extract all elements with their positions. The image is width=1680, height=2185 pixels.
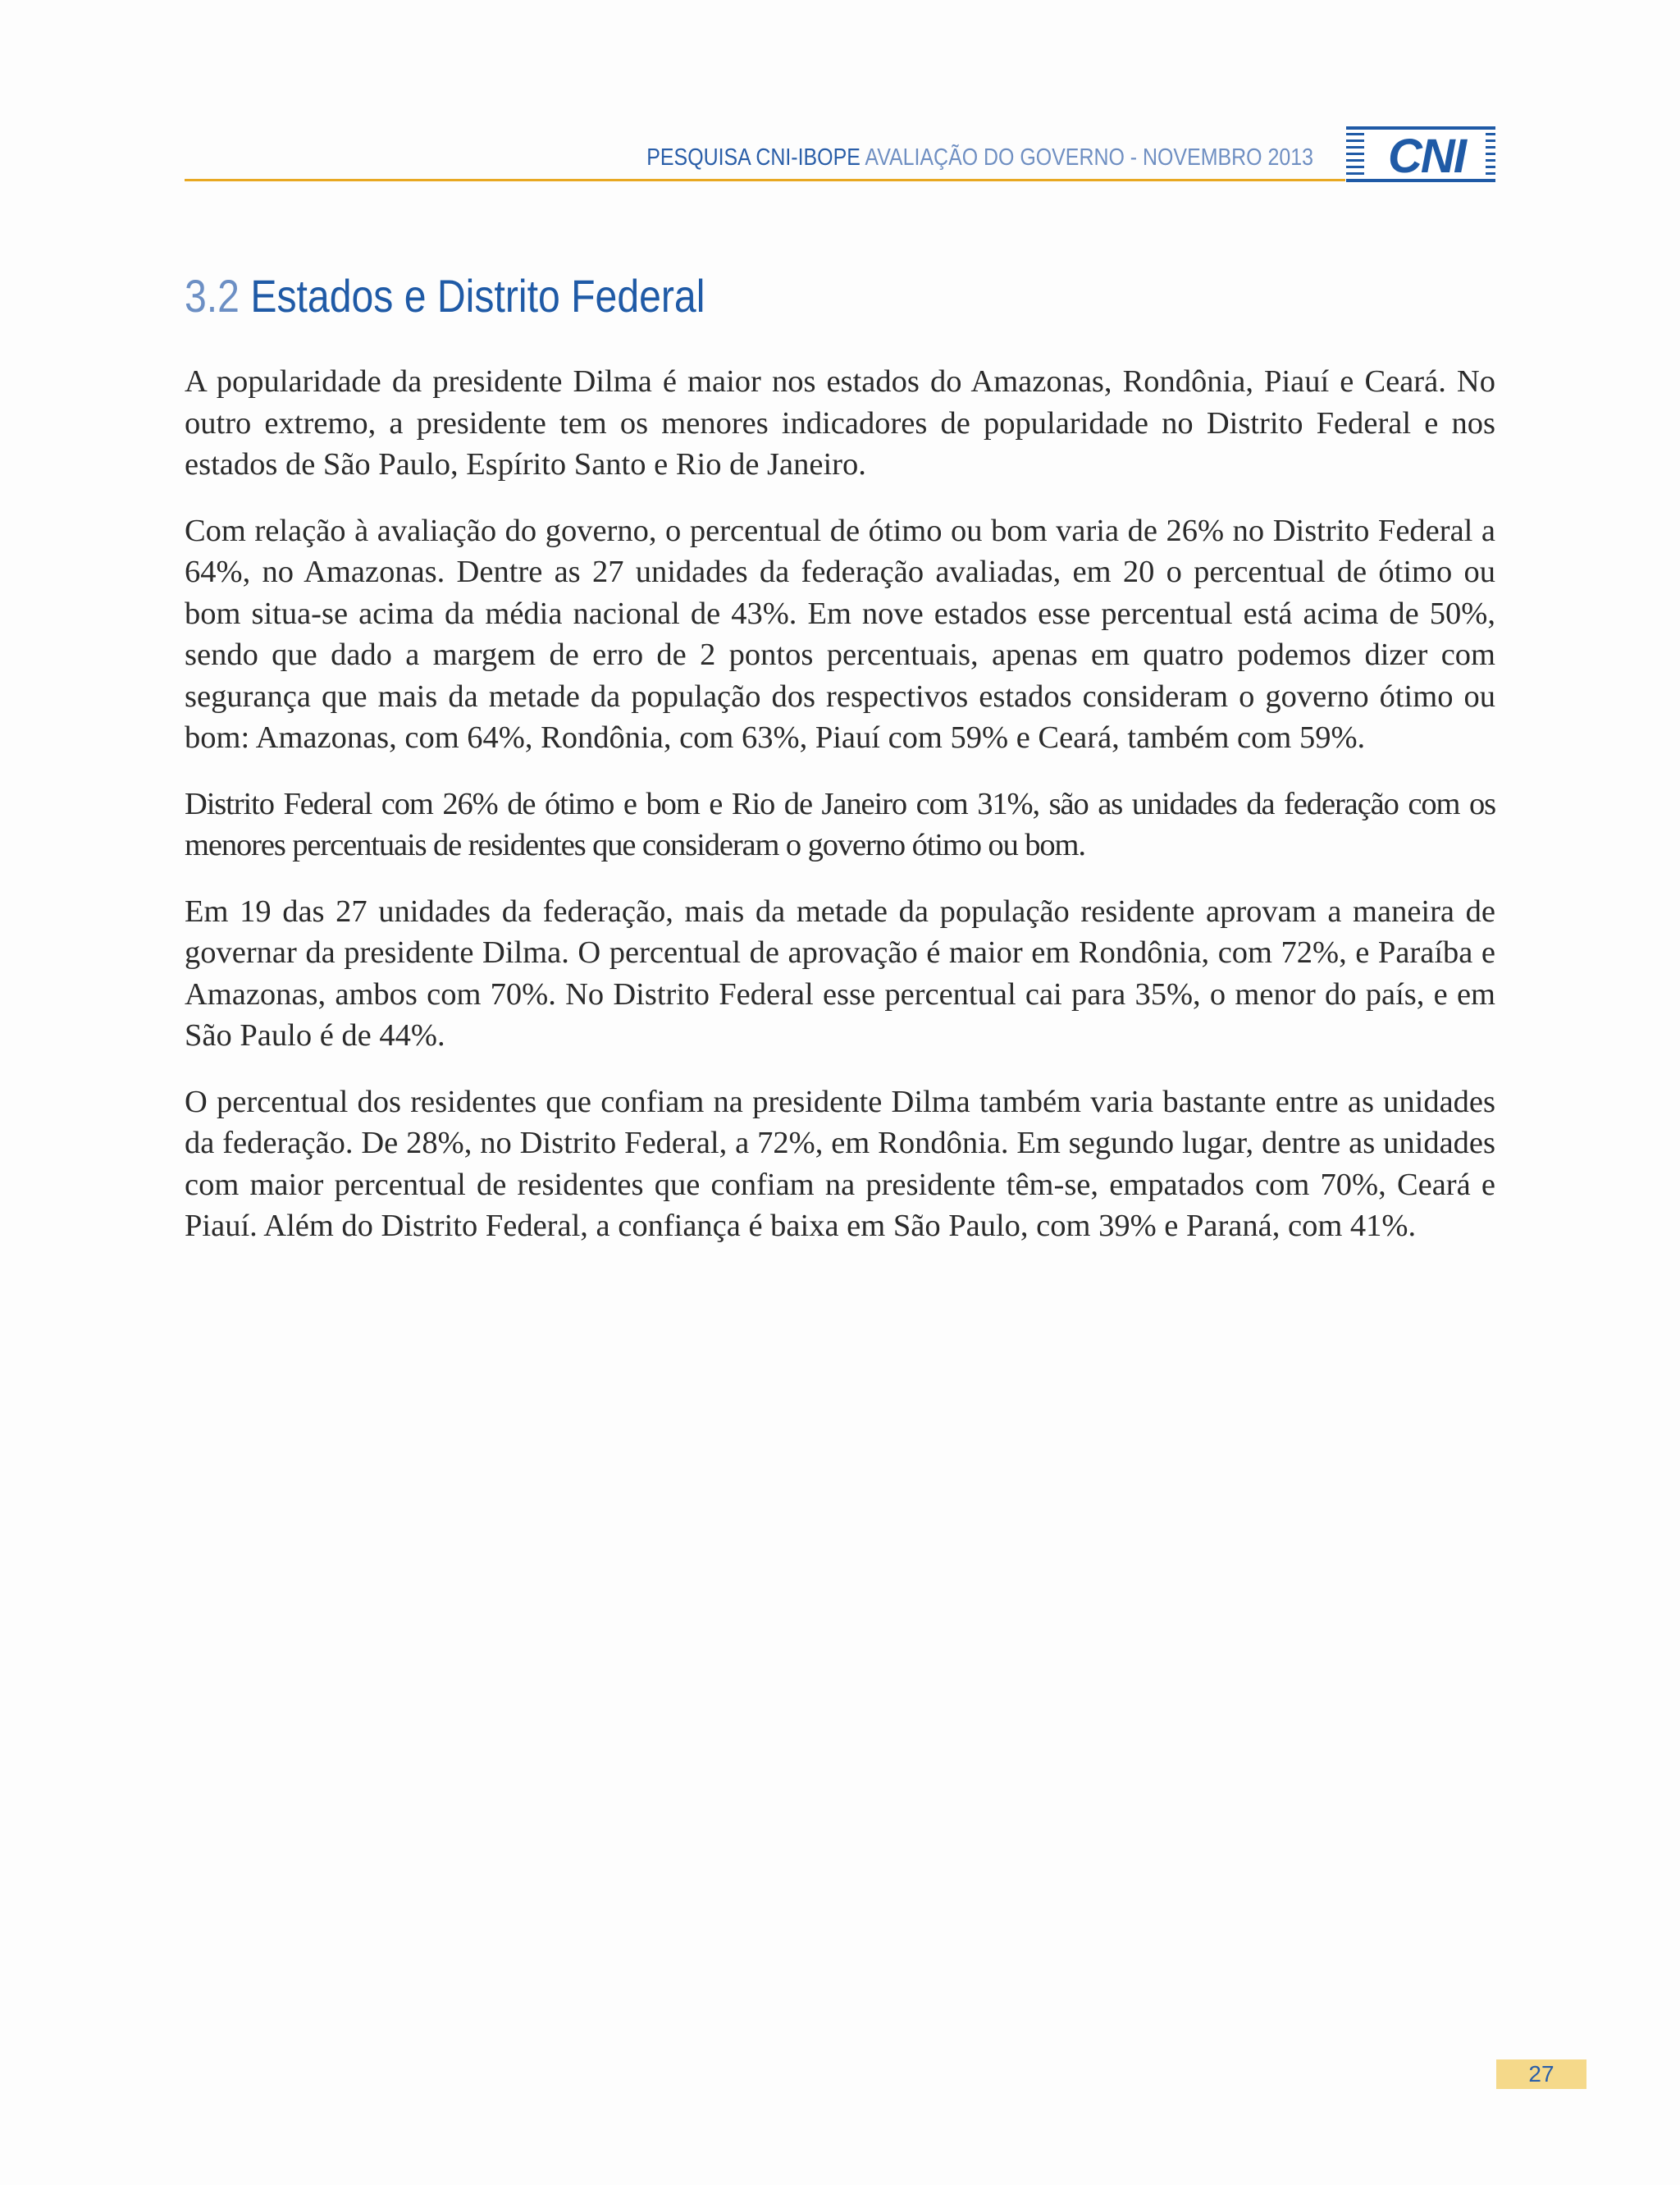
paragraph: A popularidade da presidente Dilma é maior nos estados do Amazonas, Rondônia, Piauí e Ceará. No outro extremo, a presidente tem os menores indicadores de popularidade no Distrito Federal e nos estados de São Paulo, Espírito Santo e Rio de Janeiro. (185, 364, 1495, 482)
paragraph: Distrito Federal com 26% de ótimo e bom e Rio de Janeiro com 31%, são as unidades da federação com os menores percentuais de residentes que consideram o governo ótimo ou bom. (185, 786, 1495, 862)
section-title-text: Estados e Distrito Federal (250, 270, 705, 322)
cni-logo (1346, 125, 1495, 184)
page-number: 27 (1496, 2059, 1586, 2089)
cni-logo-text: CNI (1388, 130, 1465, 183)
section-heading (185, 269, 705, 322)
paragraph: Em 19 das 27 unidades da federação, mais da metade da população residente aprovam a maneira de governar da presidente Dilma. O percentual de aprovação é maior em Rondônia, com 72%, e Paraíba e Amazonas, ambos com 70%. No Distrito Federal esse percentual cai para 35%, o menor do país, e em São Paulo é de 44%. (185, 894, 1495, 1053)
header-subtitle: AVALIAÇÃO DO GOVERNO - NOVEMBRO 2013 (865, 144, 1313, 171)
paragraph: Com relação à avaliação do governo, o percentual de ótimo ou bom varia de 26% no Distrito Federal a 64%, no Amazonas. Dentre as 27 unidades da federação avaliadas, em 20 o percentual de ótimo ou bom situa-se acima da média nacional de 43%. Em nove estados esse percentual está acima de 50%, sendo que dado a margem de erro de 2 pontos percentuais, apenas em quatro podemos dizer com segurança que mais da metade da população dos respectivos estados consideram o governo ótimo ou bom: Amazonas, com 64%, Rondônia, com 63%, Piauí com 59% e Ceará, também com 59%. (185, 513, 1495, 755)
section-number: 3.2 (185, 270, 240, 322)
header-title (646, 144, 1313, 171)
header-survey-label: PESQUISA CNI-IBOPE (646, 144, 861, 171)
paragraph: O percentual dos residentes que confiam na presidente Dilma também varia bastante entre as unidades da federação. De 28%, no Distrito Federal, a 72%, em Rondônia. Em segundo lugar, dentre as unidades com maior percentual de residentes que confiam na presidente têm-se, empatados com 70%, Ceará e Piauí. Além do Distrito Federal, a confiança é baixa em São Paulo, com 39% e Paraná, com 41%. (185, 1084, 1495, 1243)
header-rule (185, 179, 1345, 181)
body-text (185, 361, 1495, 1272)
page-header (185, 123, 1495, 182)
